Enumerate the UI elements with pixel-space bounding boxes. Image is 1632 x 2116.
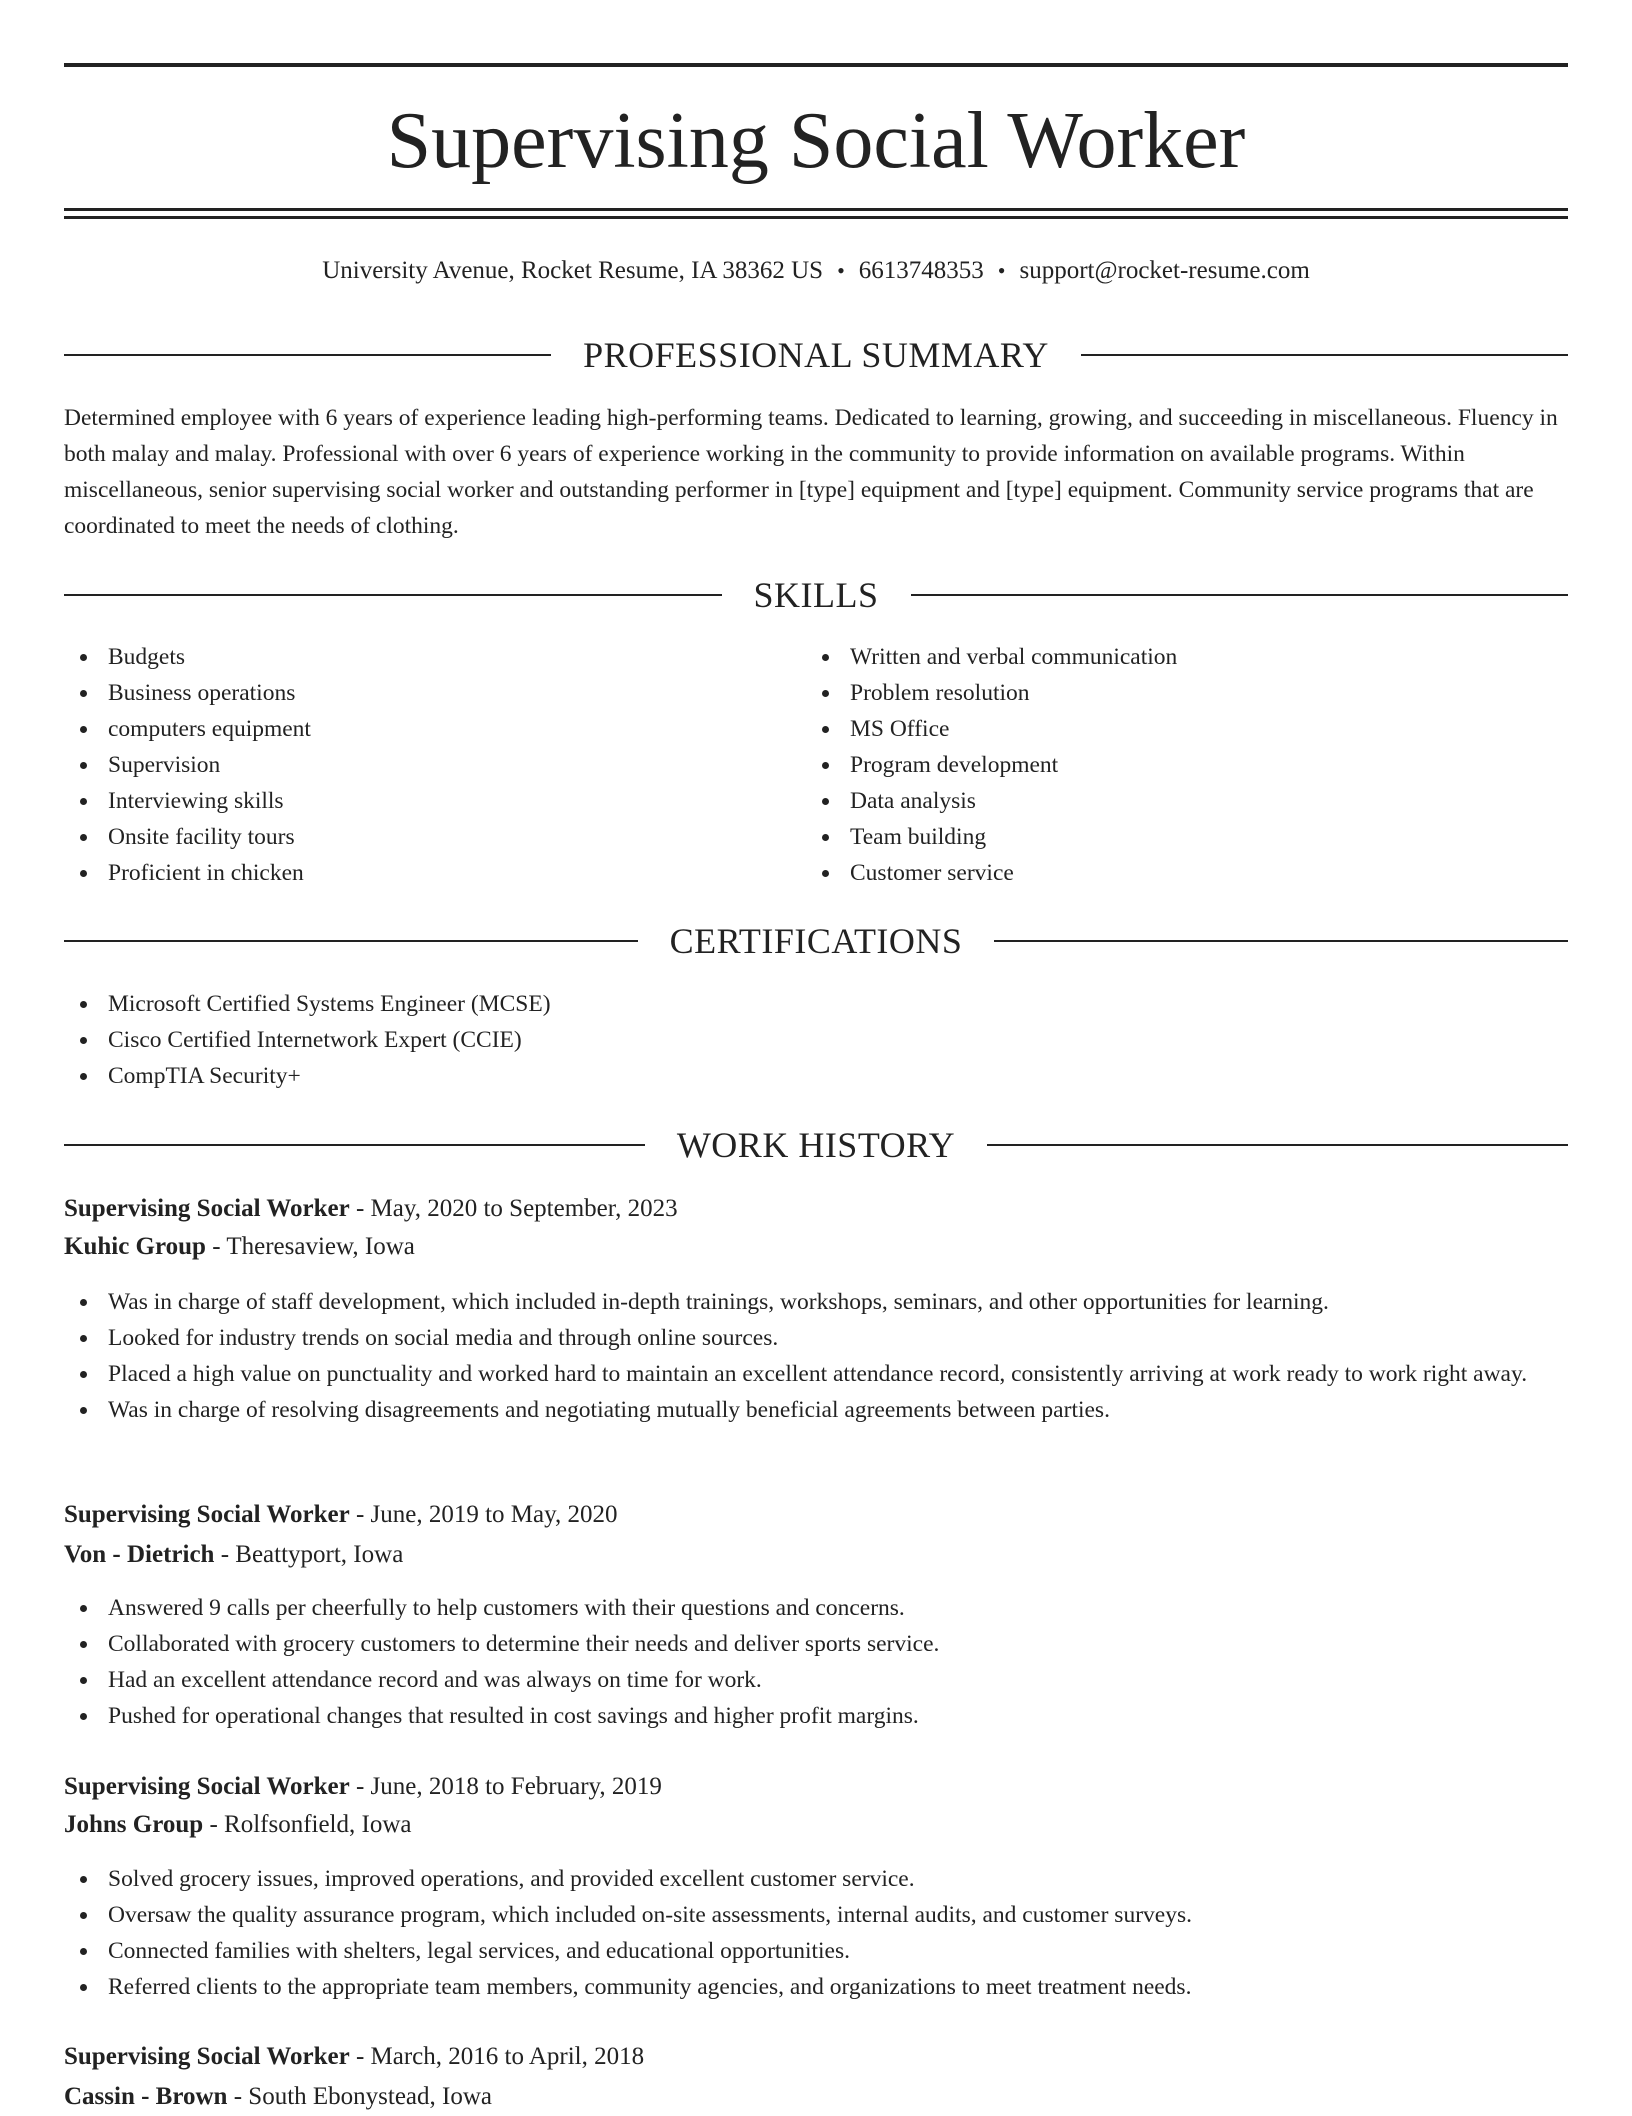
skill-item: Proficient in chicken bbox=[64, 855, 764, 891]
heading-rule-left bbox=[64, 940, 638, 942]
job-company-line bbox=[64, 1228, 1568, 1266]
job-company-line bbox=[64, 1536, 1568, 1574]
job-duty-item: Solved grocery issues, improved operations, and provided excellent customer service. bbox=[64, 1861, 1568, 1897]
job-duties-list bbox=[64, 1284, 1568, 1428]
job-title-line bbox=[64, 2038, 1568, 2076]
summary-heading-text: PROFESSIONAL SUMMARY bbox=[583, 335, 1049, 375]
job-company: Kuhic Group bbox=[64, 1233, 206, 1260]
job-title: Supervising Social Worker bbox=[64, 1195, 350, 1222]
job-duty-item: Answered 9 calls per cheerfully to help customers with their questions and concerns. bbox=[64, 1590, 1568, 1626]
job-dates: - March, 2016 to April, 2018 bbox=[349, 2043, 645, 2070]
job-title: Supervising Social Worker bbox=[64, 2043, 350, 2070]
skills-heading bbox=[64, 573, 1568, 617]
skills-heading-text: SKILLS bbox=[753, 575, 879, 615]
work-history-heading-text: WORK HISTORY bbox=[676, 1125, 956, 1165]
certification-item: Cisco Certified Internetwork Expert (CCIE) bbox=[64, 1022, 1568, 1058]
skills-list-right bbox=[806, 639, 1546, 891]
job-duties-list bbox=[64, 1861, 1568, 2005]
contact-phone: 6613748353 bbox=[858, 257, 984, 284]
title-divider-lower bbox=[64, 216, 1568, 219]
job-dates: - May, 2020 to September, 2023 bbox=[349, 1195, 678, 1222]
heading-rule-right bbox=[987, 1144, 1568, 1146]
skill-item: Problem resolution bbox=[806, 675, 1546, 711]
job-duty-item: Collaborated with grocery customers to determine their needs and deliver sports service. bbox=[64, 1626, 1568, 1662]
work-history-heading bbox=[64, 1123, 1568, 1167]
skill-item: Interviewing skills bbox=[64, 783, 764, 819]
title-divider-upper bbox=[64, 208, 1568, 211]
contact-address: University Avenue, Rocket Resume, IA 38362 US bbox=[322, 257, 824, 284]
skill-item: Budgets bbox=[64, 639, 764, 675]
job-duties-list bbox=[64, 1590, 1568, 1734]
job-duty-item: Connected families with shelters, legal services, and educational opportunities. bbox=[64, 1933, 1568, 1969]
heading-rule-right bbox=[911, 594, 1569, 596]
job-dates: - June, 2019 to May, 2020 bbox=[349, 1501, 618, 1528]
job-company: Cassin - Brown bbox=[64, 2083, 228, 2110]
contact-separator: • bbox=[837, 258, 845, 283]
skill-item: Business operations bbox=[64, 675, 764, 711]
job-title: Supervising Social Worker bbox=[64, 1501, 350, 1528]
job-company-line bbox=[64, 1806, 1568, 1844]
heading-rule-left bbox=[64, 594, 722, 596]
certification-item: Microsoft Certified Systems Engineer (MCSE) bbox=[64, 986, 1568, 1022]
heading-rule-left bbox=[64, 1144, 645, 1146]
heading-rule-left bbox=[64, 354, 551, 356]
skill-item: Onsite facility tours bbox=[64, 819, 764, 855]
job-company: Von - Dietrich bbox=[64, 1541, 215, 1568]
job-company-line bbox=[64, 2078, 1568, 2116]
job-duty-item: Referred clients to the appropriate team members, community agencies, and organizations to meet treatment needs. bbox=[64, 1969, 1568, 2005]
top-rule bbox=[64, 63, 1568, 67]
job-location: - South Ebonystead, Iowa bbox=[227, 2083, 493, 2110]
certifications-heading bbox=[64, 919, 1568, 963]
job-title: Supervising Social Worker bbox=[64, 1773, 350, 1800]
skill-item: Customer service bbox=[806, 855, 1546, 891]
job-location: - Theresaview, Iowa bbox=[205, 1233, 415, 1260]
job-duty-item: Was in charge of staff development, which included in-depth trainings, workshops, seminars, and other opportunities for learning. bbox=[64, 1284, 1568, 1320]
skill-item: Data analysis bbox=[806, 783, 1546, 819]
job-duty-item: Looked for industry trends on social media and through online sources. bbox=[64, 1320, 1568, 1356]
job-duty-item: Pushed for operational changes that resulted in cost savings and higher profit margins. bbox=[64, 1698, 1568, 1734]
skill-item: Team building bbox=[806, 819, 1546, 855]
skill-item: Program development bbox=[806, 747, 1546, 783]
job-title-line bbox=[64, 1496, 1568, 1534]
page-title: Supervising Social Worker bbox=[386, 97, 1246, 185]
skill-item: MS Office bbox=[806, 711, 1546, 747]
job-duty-item: Placed a high value on punctuality and worked hard to maintain an excellent attendance record, consistently arriving at work ready to work right away. bbox=[64, 1356, 1568, 1392]
heading-rule-right bbox=[994, 940, 1568, 942]
job-title-line bbox=[64, 1768, 1568, 1806]
certifications-list bbox=[64, 986, 1568, 1094]
certification-item: CompTIA Security+ bbox=[64, 1058, 1568, 1094]
job-dates: - June, 2018 to February, 2019 bbox=[349, 1773, 662, 1800]
contact-separator: • bbox=[997, 258, 1006, 283]
contact-line bbox=[64, 254, 1568, 288]
certifications-heading-text: CERTIFICATIONS bbox=[669, 921, 963, 961]
skill-item: computers equipment bbox=[64, 711, 764, 747]
job-title-line bbox=[64, 1190, 1568, 1228]
skill-item: Written and verbal communication bbox=[806, 639, 1546, 675]
job-location: - Beattyport, Iowa bbox=[214, 1541, 404, 1568]
contact-email: support@rocket-resume.com bbox=[1019, 257, 1310, 284]
job-duty-item: Was in charge of resolving disagreements and negotiating mutually beneficial agreements between parties. bbox=[64, 1392, 1568, 1428]
skill-item: Supervision bbox=[64, 747, 764, 783]
job-location: - Rolfsonfield, Iowa bbox=[203, 1811, 412, 1838]
heading-rule-right bbox=[1081, 354, 1568, 356]
summary-heading bbox=[64, 333, 1568, 377]
job-duty-item: Oversaw the quality assurance program, which included on-site assessments, internal audits, and customer surveys. bbox=[64, 1897, 1568, 1933]
job-company: Johns Group bbox=[64, 1811, 204, 1838]
skills-list-left bbox=[64, 639, 764, 891]
job-duty-item: Had an excellent attendance record and was always on time for work. bbox=[64, 1662, 1568, 1698]
summary-text: Determined employee with 6 years of experience leading high-performing teams. Dedicated to learning, growing, and succeeding in miscellaneous. Fluency in both malay and malay. Professional with over 6 years of experience working in the community to provide information on available programs. Within miscellaneous, senior supervising social worker and outstanding performer in [type] equipment and [type] equipment. Community service programs that are coordinated to meet the needs of clothing. bbox=[64, 405, 1558, 539]
